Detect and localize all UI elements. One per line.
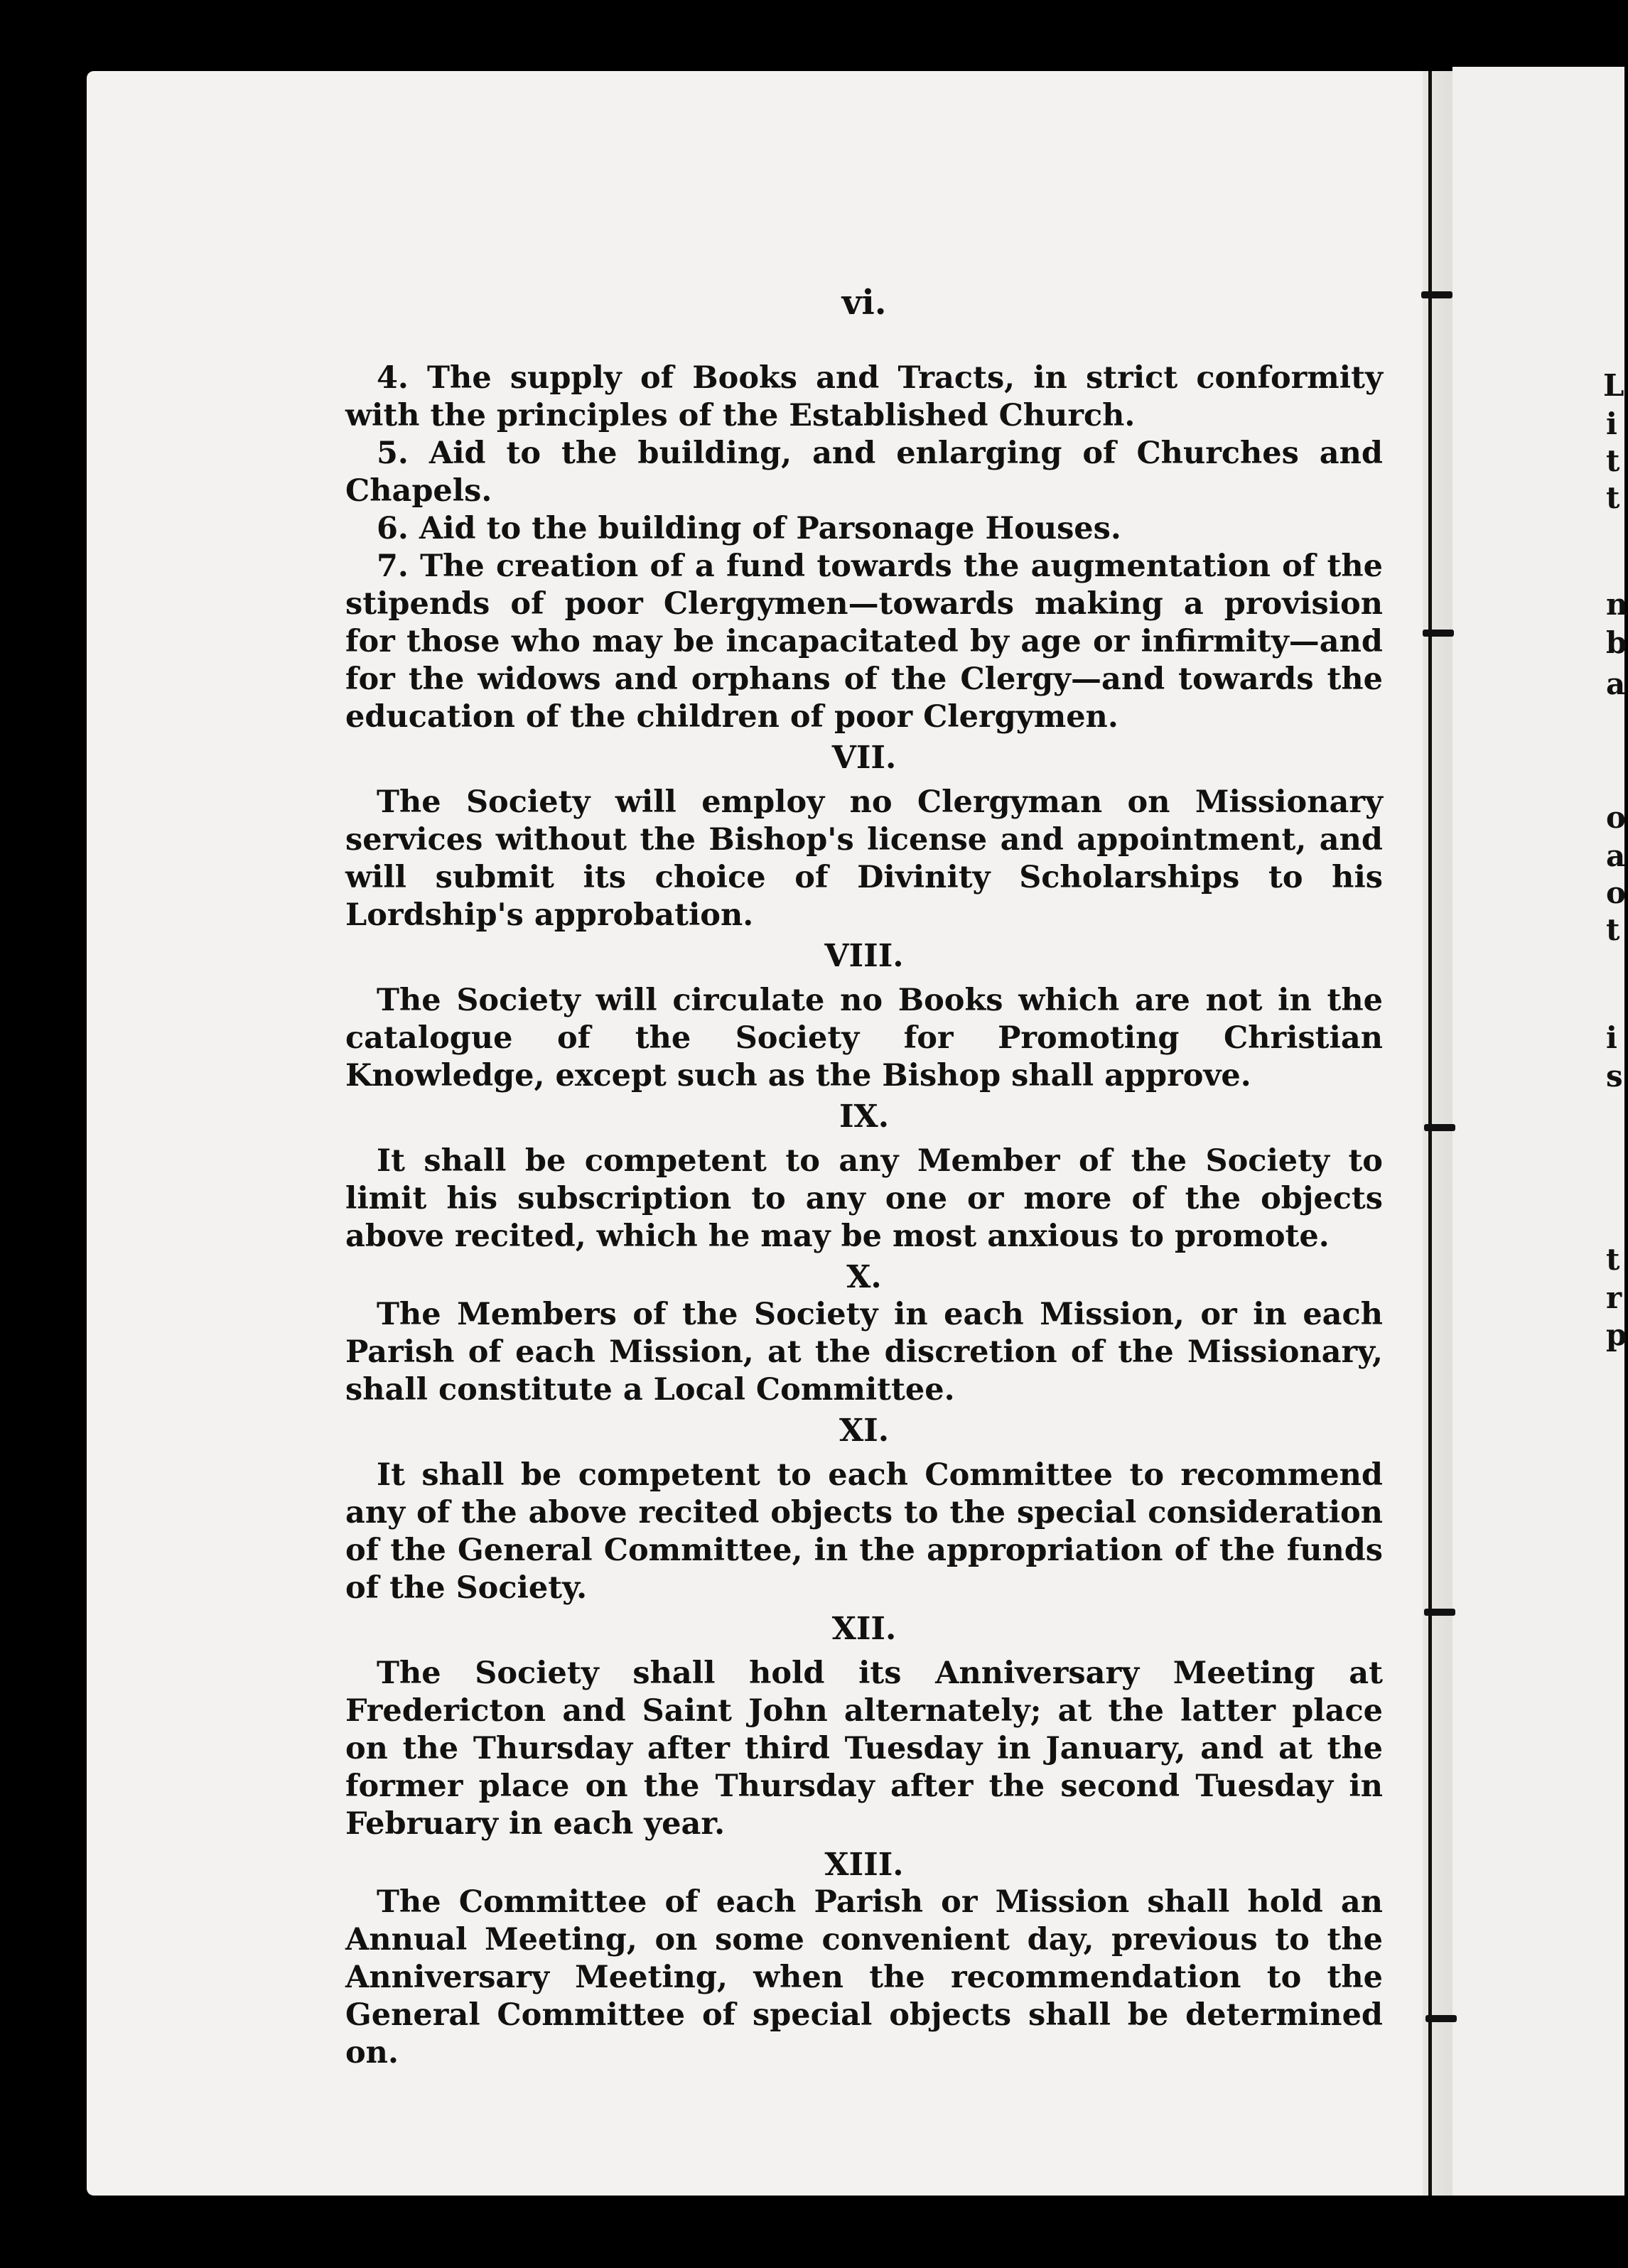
binding-stitch bbox=[1424, 1124, 1455, 1131]
facing-page-fragment: p bbox=[1606, 1317, 1627, 1352]
facing-page-fragment: t bbox=[1606, 443, 1620, 478]
binding-stitch bbox=[1423, 630, 1454, 637]
binding-stitch bbox=[1421, 291, 1452, 298]
facing-page-fragment: s bbox=[1606, 1059, 1623, 1094]
facing-page-fragment: t bbox=[1606, 1242, 1620, 1277]
section-x-text: The Members of the Society in each Mission, or in each Parish of each Mission, at the discretion of the Missionary, shall constitute a Local Committee. bbox=[345, 1297, 1383, 1408]
section-xi-text: It shall be competent to each Committee to recommend any of the above recited objects to the special consideration of the General Committee, in the appropriation of the funds of the Society. bbox=[345, 1457, 1383, 1606]
section-ix-text: It shall be competent to any Member of the Society to limit his subscription to any one or more of the objects above recited, which he may be most anxious to promote. bbox=[345, 1143, 1383, 1254]
binding-stitch bbox=[1425, 2015, 1457, 2022]
section-heading-x: X. bbox=[846, 1259, 882, 1295]
facing-page-fragment: r bbox=[1606, 1280, 1622, 1315]
binding-line bbox=[1428, 71, 1432, 2196]
facing-page-fragment: i bbox=[1606, 406, 1617, 441]
facing-page-fragment: n bbox=[1606, 587, 1628, 622]
page-text bbox=[345, 281, 1383, 2072]
facing-page-fragment: t bbox=[1606, 480, 1620, 515]
section-heading-xiii: XIII. bbox=[824, 1847, 904, 1883]
section-heading-xi: XI. bbox=[839, 1413, 890, 1449]
book-page bbox=[87, 71, 1451, 2196]
facing-page-fragment: L bbox=[1603, 368, 1624, 403]
section-heading-xii: XII. bbox=[831, 1611, 897, 1647]
paragraph-item-4: 4. The supply of Books and Tracts, in strict conformity with the principles of the Established Church. bbox=[345, 360, 1383, 433]
paragraph-item-7: 7. The creation of a fund towards the augmentation of the stipends of poor Clergymen—towards making a provision for those who may be incapacitated by age or infirmity—and for the widows and orphans of the Clergy—and towards the education of the children of poor Clergymen. bbox=[345, 549, 1383, 735]
facing-page-fragment: a bbox=[1606, 666, 1626, 701]
facing-page-fragment: o bbox=[1606, 875, 1627, 910]
facing-page-fragment: o bbox=[1606, 800, 1627, 835]
facing-page-fragment: a bbox=[1606, 838, 1626, 873]
facing-page-fragment: i bbox=[1606, 1020, 1617, 1055]
paragraph-item-5: 5. Aid to the building, and enlarging of Churches and Chapels. bbox=[345, 436, 1383, 509]
section-xiii-text: The Committee of each Parish or Mission shall hold an Annual Meeting, on some convenient day, previous to the Anniversary Meeting, when the recommendation to the General Committee of special objects shall be determined on. bbox=[345, 1884, 1383, 2070]
binding-stitch bbox=[1424, 1609, 1455, 1616]
section-heading-vii: VII. bbox=[831, 740, 897, 776]
paragraph-item-6: 6. Aid to the building of Parsonage Houses. bbox=[377, 511, 1121, 546]
facing-page-edge bbox=[1452, 67, 1628, 2196]
page-number: vi. bbox=[841, 283, 887, 323]
section-heading-viii: VIII. bbox=[824, 938, 904, 974]
section-vii-text: The Society will employ no Clergyman on Missionary services without the Bishop's license and appointment, and will submit its choice of Divinity Scholarships to his Lordship's approbation. bbox=[345, 784, 1383, 933]
facing-page-fragment: b bbox=[1606, 625, 1627, 660]
facing-page-fragment: t bbox=[1606, 912, 1620, 947]
section-viii-text: The Society will circulate no Books which are not in the catalogue of the Society for Promoting Christian Knowledge, except such as the Bishop shall approve. bbox=[345, 983, 1383, 1094]
section-xii-text: The Society shall hold its Anniversary Meeting at Fredericton and Saint John alternately; at the latter place on the Thursday after third Tuesday in January, and at the former place on the Thursday after the second Tuesday in February in each year. bbox=[345, 1656, 1383, 1842]
section-heading-ix: IX. bbox=[839, 1098, 890, 1135]
